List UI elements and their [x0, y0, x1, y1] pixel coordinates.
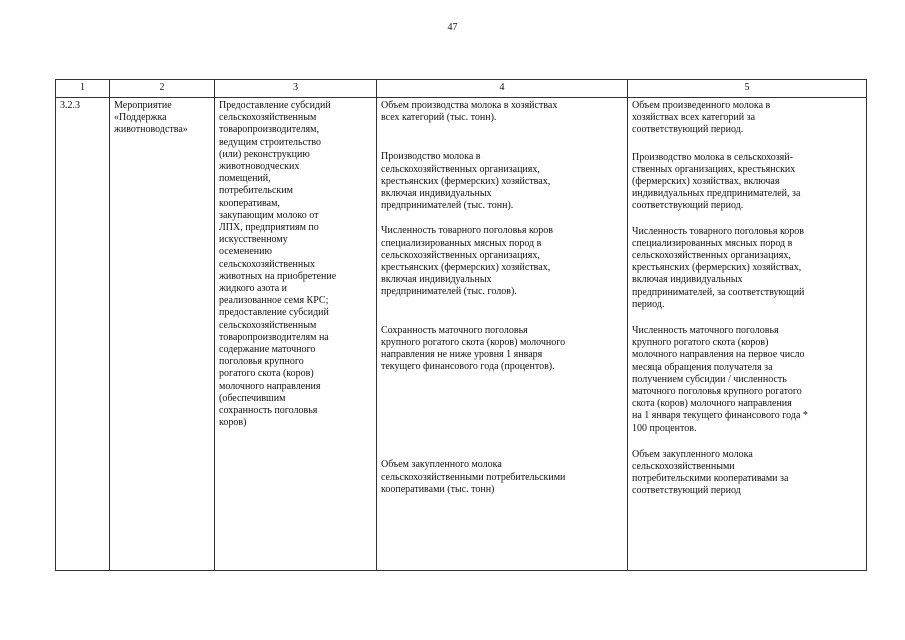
- calculation-cell: [628, 98, 867, 571]
- indicator-dairy-herd-preservation: Сохранность маточного поголовья крупного рогатого скота (коров) молочного направления не ниже уровня 1 января текущего финансового года (процентов).: [381, 324, 566, 373]
- calc-beef-cows: Численность товарного поголовья коров специализированных мясных пород в сельскохозяйственных организациях, крестьянских (фермерских) хозяйствах, включая индивидуальных предпринимателей, за соответствующий период.: [632, 225, 805, 310]
- event-name-cell: [110, 98, 215, 571]
- header-col-2: 2: [110, 80, 215, 98]
- event-description: Предоставление субсидий сельскохозяйственным товаропроизводителям, ведущим строительство (или) реконструкцию животноводческих помещений, потребительским кооперативам, закупающим молоко от ЛПХ, предприятиям по искусственному осеменению сельскохозяйственных животных на приобретение жидкого азота и реализованное семя КРС; предоставление субсидий сельскохозяйственным товаропроизводителям на содержание маточного поголовья крупного рогатого скота (коров) молочного направления (обеспечившим сохранность поголовья коров): [219, 100, 337, 429]
- calc-milk-production: Производство молока в сельскохозяй- ственных организациях, крестьянских (фермерских) хозяйствах, включая индивидуальных предпринимателей, за соответствующий период.: [632, 151, 801, 212]
- page-number: 47: [447, 22, 458, 33]
- table-header-row: [56, 80, 867, 98]
- indicator-milk-volume: Объем производства молока в хозяйствах всех категорий (тыс. тонн).: [381, 100, 558, 124]
- row-number: 3.2.3: [56, 98, 110, 571]
- header-col-3: 3: [215, 80, 377, 98]
- indicator-cooperative-purchases: Объем закупленного молока сельскохозяйственными потребительскими кооперативами (тыс. тонн): [381, 459, 566, 495]
- indicators-table: [55, 79, 867, 571]
- indicators-cell: [377, 98, 628, 571]
- table-row: [56, 98, 867, 571]
- header-col-5: 5: [628, 80, 867, 98]
- calc-dairy-herd-preservation: Численность маточного поголовья крупного рогатого скота (коров) молочного направления на первое число месяца обращения получателя за получением субсидии / численность маточного поголовья крупного рогатого скота (коров) молочного направления на 1 января текущего финансового года * 100 процентов.: [632, 325, 808, 434]
- indicator-beef-cows: Численность товарного поголовья коров специализированных мясных пород в сельскохозяйственных организациях, крестьянских (фермерских) хозяйствах, включая индивидуальных предпринимателей (тыс. голов).: [381, 225, 554, 298]
- header-col-4: 4: [377, 80, 628, 98]
- event-name: Мероприятие «Поддержка животноводства»: [114, 100, 188, 136]
- calc-cooperative-purchases: Объем закупленного молока сельскохозяйственными потребительскими кооперативами за соответствующий период: [632, 448, 789, 497]
- description-cell: [215, 98, 377, 571]
- header-col-1: 1: [56, 80, 110, 98]
- calc-milk-volume: Объем произведенного молока в хозяйствах всех категорий за соответствующий период.: [632, 100, 771, 136]
- indicator-milk-production: Производство молока в сельскохозяйственных организациях, крестьянских (фермерских) хозяйствах, включая индивидуальных предпринимателей (тыс. тонн).: [381, 151, 551, 212]
